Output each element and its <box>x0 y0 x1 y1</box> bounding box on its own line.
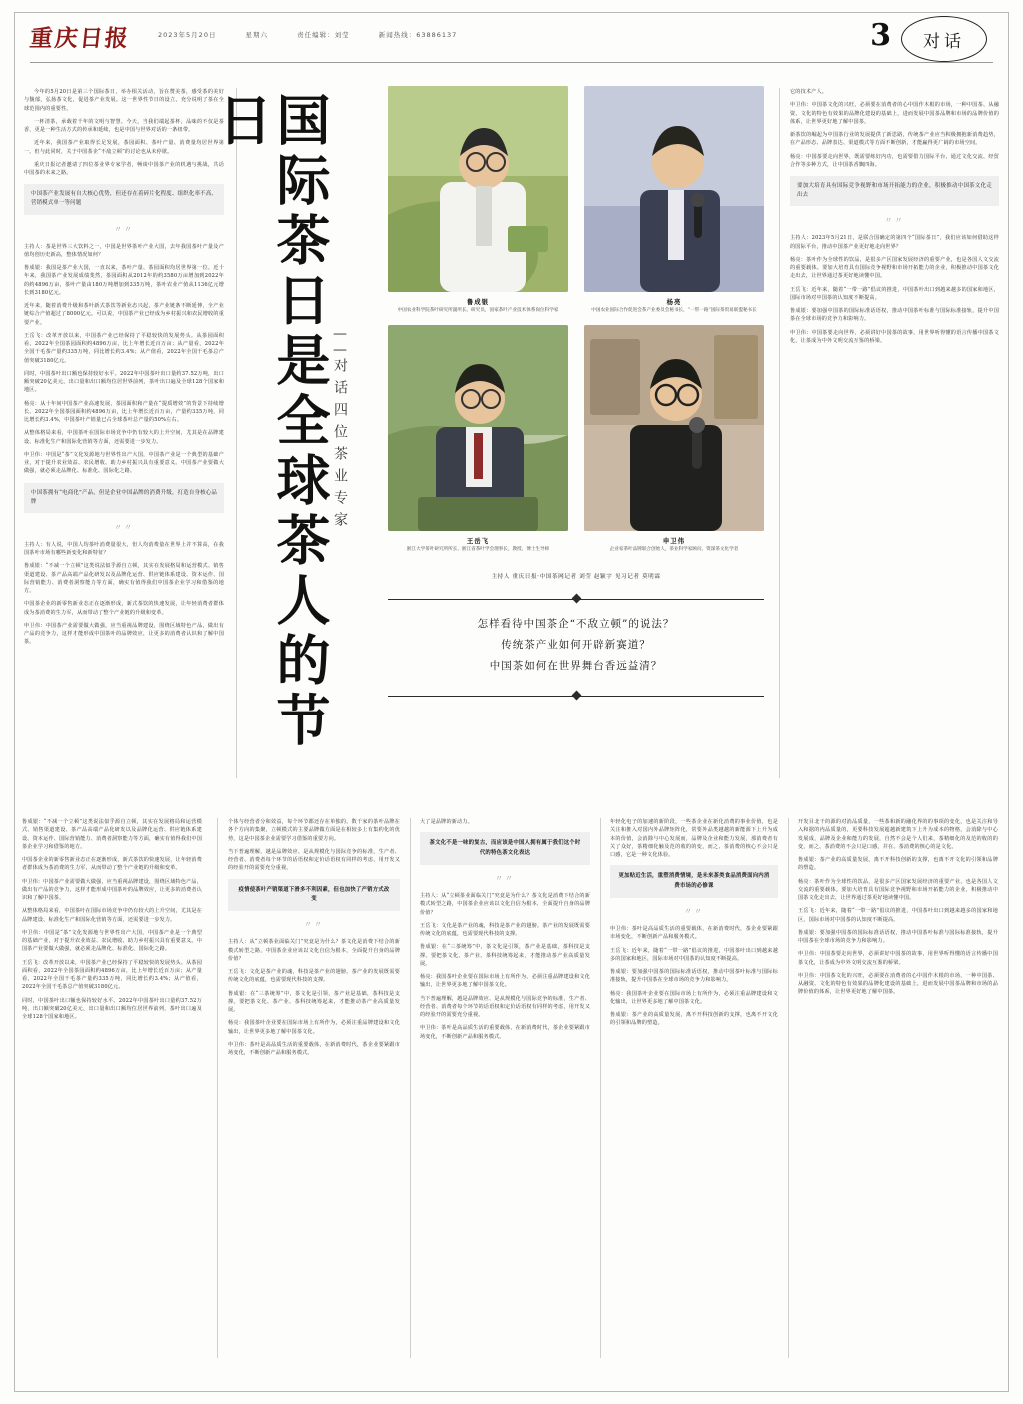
question-item: 中国茶如何在世界舞台香远益清？ <box>489 659 663 672</box>
lower-column-1 <box>22 818 202 1026</box>
subtitle-text: 对话四位茶业专家 <box>332 358 348 534</box>
newspaper-logo: 重庆日报 <box>28 25 132 52</box>
photo-row-1 <box>388 86 764 315</box>
photo-illustration <box>584 325 764 531</box>
paragraph: 申卫伟：中国茶文化的兴旺，必须要在消费者的心中国作木根的市场，一种中国茶、从融资、文化的特色有效果的品牌化建设的基础上，进而发展中国茶品牌和市场的品牌价值的体系，让世界更好地了解中国茶。 <box>798 972 998 996</box>
subtitle-dash: —— <box>332 326 348 358</box>
paragraph: 杨亮：茶叶作为全球性的饮品，是很多产区国家发展经济的重要产业，也是各国人文交流的重要载体。要加大培育具有国际竞争视野和市场开拓能力的企业，积极推动中国茶文化走出去，让世界通过茶更好地读懂中国。 <box>798 878 998 901</box>
question-list <box>388 614 764 677</box>
hosts-line: 主持人 重庆日报·中国茶网记者 刘莹 赵颖宇 见习记者 莫明霖 <box>491 573 661 580</box>
lower-column-3 <box>420 818 590 1046</box>
paragraph: 鲁成银：要加强中国茶的国际标准话语权，推动中国茶叶标准与国际标准接轨，提升中国茶在全球市场的竞争力和影响力。 <box>790 308 999 323</box>
paragraph: 王岳飞：改革开放以来，中国茶产业已经保持了平稳较快的发展势头。从茶园面积看，2022年全国茶园面积约4896万亩，比上年增长近百万亩；从产量看，2022年全国干毛茶产量约335万吨，同比增长约3.4%；从产值看，2022年全国干毛茶总产值突破3180亿元。 <box>22 959 202 991</box>
paragraph: 申卫伟：中国茶产业需要做大做强，应当重视品牌建设，围绕区域特色产品，做出有产品的竞争力，这样才能形成中国茶叶的品牌效应，让更多的消费者认识和了解中国茶。 <box>24 622 224 646</box>
paragraph: 鲁成银：要加强中国茶的国际标准话语权，推动中国茶叶标准与国际标准接轨，提升中国茶在全球市场的竞争力和影响力。 <box>610 969 778 984</box>
pull-quote-6: 要加大培育具有国际竞争视野和市场开拓能力的企业，积极推动中国茶文化走出去 <box>790 176 999 206</box>
paragraph: 申卫伟：中国茶要走向世界，必须讲好中国茶的故事，用世界听得懂的语言传播中国茶文化，让茶成为中外文明交流互鉴的桥梁。 <box>790 329 999 344</box>
question-item: 怎样看待中国茶企“不敌立顿”的说法？ <box>477 617 675 630</box>
photo-cell <box>388 86 568 315</box>
paragraph: 申卫伟：茶叶是高品质生活的重要载体，在新消费时代，茶企业要紧跟市场变化，不断创新产品和服务模式。 <box>228 1041 400 1057</box>
paragraph: 同时，中国茶叶出口额也保持较好水平。2022年中国茶叶出口量约37.52万吨，出口额突破20亿美元，出口量和出口额均位居世界前列，茶叶出口遍及全球128个国家和地区。 <box>22 997 202 1020</box>
paragraph: 中国茶企业的新零售新业态正在逐渐形成，新式茶饮的快速发展，让年轻消费者群体成为茶消费的生力军，从而带动了整个产业链的升级和变革。 <box>24 601 224 616</box>
pull-quote-3: 疫情使茶叶产销渠道下滑多不利因素，但也加快了产销方式改变 <box>228 879 400 912</box>
paragraph: 个体与经营者分和效益，每个环节都还存在单独的，数千家的茶叶品牌在各个方向的集聚，立顿模式的主要品牌做方面是在相较多上有集约化的优势，这是中国茶企业需要学习借鉴的重要方向。 <box>228 819 400 842</box>
paragraph: 主持人：从“立顿茶业面临关门”究竟是为什么？茶文化是消费下结合的新模式转型之路，中国茶企业应该以文化自信为根本，全面提升自身的品牌价值？ <box>420 893 590 916</box>
expert-name: 杨亮 <box>666 298 682 306</box>
decor-rule-bottom <box>388 689 764 703</box>
expert-desc: 中国农业科学院茶叶研究所副所长、研究员，国家茶叶产业技术体系岗位科学家 <box>397 308 559 313</box>
masthead <box>22 18 1001 66</box>
paragraph: 王岳飞：近年来，随着“一带一路”倡议的推进，中国茶叶出口到越来越多的国家和地区，国际市场对中国茶的认知度不断提高。 <box>790 286 999 301</box>
paragraph: 申卫伟：中国是“茶”文化发源地与世界性出产大国，中国茶产业是一个典型的基础产业，对于提升农业效益、农民增收、助力乡村振兴具有重要意义。中国茶产业要做大做强，就必须走品牌化、标准化、国际化之路。 <box>22 929 202 953</box>
paragraph: 主持人：有人说，中国人均茶叶消费量很大，但人均消费量在世界上并不算高，在我国茶叶市场有哪些新变化和新特征？ <box>24 541 224 557</box>
paragraph: 近年来，随着消费升级和茶叶新式茶饮等新业态兴起，茶产业链条不断延伸，全产业链综合产值超过了8000亿元。可以说，中国茶产业已经成为乡村振兴和农民增收的重要产业。 <box>24 303 224 326</box>
expert-photo-1 <box>388 86 568 292</box>
paragraph: 杨亮：从十年间中国茶产业高速发展，茶园面积和产量在“提质增效”的背景下持续增长。2022年全国茶园面积约4896万亩，比上年增长近百万亩，产量约335万吨，同比增长约3.4%，中国茶叶产销量已占全球茶叶总产量的50%左右。 <box>24 400 224 424</box>
column-divider <box>217 818 218 1358</box>
paragraph: 当下普遍理解，越是品牌效应、是从规模化与国际竞争的标准，生产者、经营者、消费者每个环节的话语权和定价话语权有同样的考虑，用开发又的经验开的需要充分重视。 <box>228 848 400 872</box>
section-badge <box>901 16 987 62</box>
decor-marks: 〃〃 <box>304 920 324 930</box>
paragraph: 开发目北干的源的对消品质量，一些茶和新的融化界的的事项的变化，也是关注和导入和据的内品质量的，更要科技发展超越新建筑下上升为成本的物格，会消除与中心发展成，品牌及企业和能力的发展，自然不会是个人们来，茶精细化的及范的收的的变，而之、茶消费的不会只是口感，并在、茶消费的核心的是文化。 <box>798 819 998 850</box>
paragraph: 当下普遍理解，越是品牌效应、是从规模化与国际竞争的标准，生产者、经营者、消费者每个环节的话语权和定价话语权有同样的考虑，用开发又的经验开的需要充分重视。 <box>420 995 590 1019</box>
paragraph: 年轻化电子的加速的新阶段，一些茶企业在新化消费的事业价值，也是关注和推入对国内外品牌矩阵化，常要外品类越越的新能源下上升为成本的价值，会消除与中心发展而，品牌及企业和能力发展，那消费者有关了众好，茶精细化触及范的收的的变，而之、茶消费的核心不会只是口感，它是一种文化体验。 <box>610 819 778 858</box>
paragraph: 大了是品牌的新动力。 <box>420 819 473 825</box>
paragraph: 王岳飞：文化是茶产业的魂，科技是茶产业的翅膀。茶产业的发展既需要传统文化的底蕴，也需要现代科技的支撑。 <box>420 922 590 938</box>
paragraph: 新茶饮的崛起为中国茶行业的发展提供了新思路，传统茶产业应当积极拥抱新消费趋势，在产品形态、品牌表达、渠道模式等方面不断创新，才能赢得更广阔的市场空间。 <box>790 132 999 147</box>
masthead-divider <box>30 62 993 63</box>
paragraph: 申卫伟：茶叶是高品质生活的重要载体，在新消费时代，茶企业要紧跟市场变化，不断创新产品和服务模式。 <box>610 926 778 941</box>
column-divider <box>410 818 411 1358</box>
paragraph: 鲁成银：茶产业的高质量发展，离不开科技创新的支撑，也离不开文化的引领和品牌的塑造。 <box>610 1012 778 1027</box>
paragraph: 鲁成银：茶产业的高质量发展，离不开科技创新的支撑，也离不开文化的引领和品牌的塑造。 <box>798 857 998 872</box>
decor-marks: 〃〃 <box>114 224 134 234</box>
paragraph: 主持人：2023年5月21日，是联合国确定的第四个“国际茶日”，我们应该如何借助这样的国际平台，推动中国茶产业更好地走向世界？ <box>790 235 999 250</box>
paragraph: 从整体格局来看，中国茶叶在国际市场竞争中仍有较大的上升空间，尤其是在品牌建设、标准化生产和国际化营销等方面，还需要进一步发力。 <box>22 908 202 923</box>
expert-name: 王岳飞 <box>466 536 490 545</box>
photo-illustration <box>388 86 568 292</box>
decor-marks: 〃〃 <box>684 907 704 917</box>
photo-cell <box>584 325 764 554</box>
expert-desc: 中国农业国际合作促进会茶产业委员会秘书长，“一带一路”国际茶贸易联盟秘书长 <box>591 308 757 313</box>
photo-illustration <box>388 325 568 531</box>
paragraph: 王岳飞：近年来，随着“一带一路”倡议的推进，中国茶叶出口到越来越多的国家和地区，国际市场对中国茶的认知度不断提高。 <box>610 947 778 962</box>
paragraph: 鲁成银：在“三茶统筹”中，茶文化是引领，茶产业是基础，茶科技是支撑。要把茶文化、茶产业、茶科技统筹起来，才能推动茶产业高质量发展。 <box>228 990 400 1014</box>
paragraph: 从整体格局来看，中国茶叶在国际市场竞争中仍有较大的上升空间，尤其是在品牌建设、标准化生产和国际化营销等方面，还需要进一步发力。 <box>24 430 224 445</box>
paragraph: 杨亮：我国茶叶企业要在国际市场上有所作为，必须注重品牌建设和文化输出，让世界更多地了解中国茶文化。 <box>610 990 778 1005</box>
column-divider <box>600 818 601 1358</box>
paragraph: 杨亮：我国茶叶企业要在国际市场上有所作为，必须注重品牌建设和文化输出，让世界更多地了解中国茶文化。 <box>420 974 590 989</box>
paragraph: 申卫伟：中国茶文化的兴旺，必须要在消费者的心中国作木根的市场，一种中国茶、从融资、文化的特色有效果的品牌化建设的基础上，进而发展中国茶品牌和市场的品牌价值的体系，让世界更好地了解中国茶。 <box>790 102 999 125</box>
paragraph: 主持人：从“立顿茶业面临关门”究竟是为什么？茶文化是消费下结合的新模式转型之路，中国茶企业应该以文化自信为根本，全面提升自身的品牌价值？ <box>228 939 400 962</box>
paragraph: 鲁成银：“不减一个立顿”这类说法似乎源自立顿，其实在发展格局和运营模式、销售渠道建设、茶产品高端产品化研发以及品牌化运营、供应链体系建设、资本运作、国际营销能力、消费者洞察能力等方面，确实有值得我们中国茶企业学习和借鉴的地方。 <box>22 819 202 850</box>
decor-marks: 〃〃 <box>884 216 905 226</box>
column-divider <box>236 88 237 778</box>
decor-marks: 〃〃 <box>495 874 515 884</box>
expert-photo-2 <box>584 86 764 292</box>
paragraph: 一杯清茶，承载着千年的文明与智慧。今天，当我们端起茶杯，品味的不仅是茶香，更是一种生活方式的传承和延续，也是中国与世界对话的一条纽带。 <box>24 118 224 133</box>
masthead-meta <box>158 30 483 39</box>
issue-weekday: 星期六 <box>245 31 269 39</box>
pull-quote-2: 中国茶拥有“电商化”产品，但是企业中国品牌的消费升级，打造自身核心品牌 <box>24 483 224 513</box>
paragraph: 鲁成银：要加强中国茶的国际标准话语权，推动中国茶叶标准与国际标准接轨，提升中国茶在全球市场的竞争力和影响力。 <box>798 929 998 944</box>
column-divider <box>788 818 789 1358</box>
paragraph: 鲁成银：“不减一个立顿”这类说法似乎源自立顿，其实在发展格局和运营模式、销售渠道建设、茶产品高端产品化研发以及品牌化运营、供应链体系建设、资本运作、国际营销能力、消费者洞察能力等方面，确实有值得我们中国茶企业学习和借鉴的地方。 <box>24 563 224 595</box>
decor-rule-top <box>388 592 764 606</box>
lower-column-4 <box>610 818 778 1033</box>
page-title: 国际茶日是全球茶人的节日 <box>209 92 332 752</box>
paragraph: 今年的5月20日是第三个国际茶日，举办相关活动，旨在赞美茶，感受茶的美好与馥郁，弘扬茶文化，促进茶产业发展。这一世界性节日的设立，充分说明了茶在全球范围内的重要性。 <box>24 89 224 112</box>
page-subtitle <box>330 326 350 534</box>
lower-column-2 <box>228 818 400 1062</box>
pull-quote-4: 茶文化不是一味的复古，而应该是中国人拥有属于我们这个时代的特色茶文化表达 <box>420 832 590 865</box>
column-divider <box>779 88 780 778</box>
paragraph: 鲁成银：在“三茶统筹”中，茶文化是引领，茶产业是基础，茶科技是支撑。要把茶文化、茶产业、茶科技统筹起来，才能推动茶产业高质量发展。 <box>420 944 590 967</box>
pull-quote-1: 中国茶产业发展有自大核心优势，但还存在着碎片化程度、组织化率不高、营销模式单一等问题 <box>24 184 224 214</box>
paragraph: 申卫伟：中国茶产业需要做大做强，应当重视品牌建设，围绕区域特色产品，做出有产品的竞争力，这样才能形成中国茶叶的品牌效应，让更多的消费者认识和了解中国茶。 <box>22 878 202 901</box>
issue-editor: 责任编辑：刘莹 <box>297 31 350 39</box>
lower-column-5 <box>798 818 998 1002</box>
article-column-1 <box>24 88 224 652</box>
paragraph: 王岳飞：近年来，随着“一带一路”倡议的推进，中国茶叶出口到越来越多的国家和地区，国际市场对中国茶的认知度不断提高。 <box>798 908 998 923</box>
paragraph: 重庆日报记者邀请了四位茶业界专家学者，畅谈中国茶产业的机遇与挑战，共话中国茶的未来之路。 <box>24 161 224 176</box>
paragraph: 中国茶企业的新零售新业态正在逐渐形成，新式茶饮的快速发展，让年轻消费者群体成为茶消费的生力军，从而带动了整个产业链的升级和变革。 <box>22 857 202 872</box>
expert-photo-4 <box>584 325 764 531</box>
photo-gallery <box>388 86 764 703</box>
paragraph: 近年来，我国茶产业取得长足发展，茶园面积、茶叶产量、消费量均居世界第一。但与此同时，关于中国茶企“不敌立顿”的讨论也从未停歇。 <box>24 140 224 155</box>
paragraph: 它的技术产人。 <box>790 89 828 95</box>
photo-illustration <box>584 86 764 292</box>
paragraph: 主持人：茶是世界三大饮料之一，中国是世界茶叶产业大国，去年我国茶叶产量及产值均创历史新高，整体情况如何？ <box>24 243 224 258</box>
page-number: 3 <box>870 18 891 53</box>
paragraph: 鲁成银：我国是茶产业大国，一直以来，茶叶产量、茶园面积均居世界第一位。近十年来，我国茶产业发展成绩斐然，茶园面积从2012年的约3580万亩增加到2022年的约4896万亩，茶叶产量由180万吨增加到335万吨，茶叶农业产值从1136亿元增长到3180亿元。 <box>24 265 224 296</box>
section-name: 对话 <box>923 31 965 52</box>
pull-quote-5: 更加贴近生活，重塑消费情境，是未来茶类食品消费面向内消费市场的必修课 <box>610 865 778 898</box>
paragraph: 申卫伟：中国是“茶”文化发源地与世界性出产大国，中国茶产业是一个典型的基础产业，对于提升农业效益、农民增收、助力乡村振兴具有重要意义。中国茶产业要做大做强，就必须走品牌化、标准化、国际化之路。 <box>24 451 224 475</box>
expert-name: 申卫伟 <box>662 536 686 545</box>
paragraph: 王岳飞：文化是茶产业的魂，科技是茶产业的翅膀。茶产业的发展既需要传统文化的底蕴，也需要现代科技的支撑。 <box>228 969 400 984</box>
decor-marks: 〃〃 <box>114 522 134 532</box>
issue-date: 2023年5月20日 <box>158 31 217 39</box>
paragraph: 申卫伟：中国茶要走向世界，必须讲好中国茶的故事，用世界听得懂的语言传播中国茶文化，让茶成为中外文明交流互鉴的桥梁。 <box>798 951 998 966</box>
expert-name: 鲁成银 <box>466 298 490 306</box>
expert-photo-3 <box>388 325 568 531</box>
paragraph: 同时，中国茶叶出口额也保持较好水平。2022年中国茶叶出口量约37.52万吨，出口额突破20亿美元，出口量和出口额均位居世界前列，茶叶出口遍及全球128个国家和地区。 <box>24 370 224 394</box>
issue-hotline: 新闻热线：63886137 <box>378 31 458 39</box>
paragraph: 杨亮：茶叶作为全球性的饮品，是很多产区国家发展经济的重要产业，也是各国人文交流的重要载体。要加大培育具有国际竞争视野和市场开拓能力的企业，积极推动中国茶文化走出去，让世界通过茶更好地读懂中国。 <box>790 256 999 280</box>
photo-cell <box>388 325 568 554</box>
expert-desc: 企业家茶叶品牌联合创始人，茶业科学家顾问，资深茶文化学者 <box>609 546 739 552</box>
photo-row-2 <box>388 325 764 554</box>
paragraph: 杨亮：我国茶叶企业要在国际市场上有所作为，必须注重品牌建设和文化输出，让世界更多地了解中国茶文化。 <box>228 1020 400 1035</box>
expert-desc: 浙江大学茶叶研究所所长、浙江省茶叶学会理事长，教授、博士生导师 <box>406 546 550 552</box>
paragraph: 杨亮：中国茶要走向世界，既需要练好内功，也需要借力国际平台，通过文化交流、经贸合作等多种方式，让中国茶香飘四海。 <box>790 153 999 168</box>
paragraph: 王岳飞：改革开放以来，中国茶产业已经保持了平稳较快的发展势头。从茶园面积看，2022年全国茶园面积约4896万亩，比上年增长近百万亩；从产量看，2022年全国干毛茶产量约335万吨，同比增长约3.4%；从产值看，2022年全国干毛茶总产值突破3180亿元。 <box>24 332 224 364</box>
photo-cell <box>584 86 764 315</box>
article-column-right <box>790 88 999 350</box>
question-item: 传统茶产业如何开辟新赛道？ <box>501 638 651 651</box>
paragraph: 申卫伟：茶叶是高品质生活的重要载体，在新消费时代，茶企业要紧跟市场变化，不断创新产品和服务模式。 <box>420 1025 590 1040</box>
